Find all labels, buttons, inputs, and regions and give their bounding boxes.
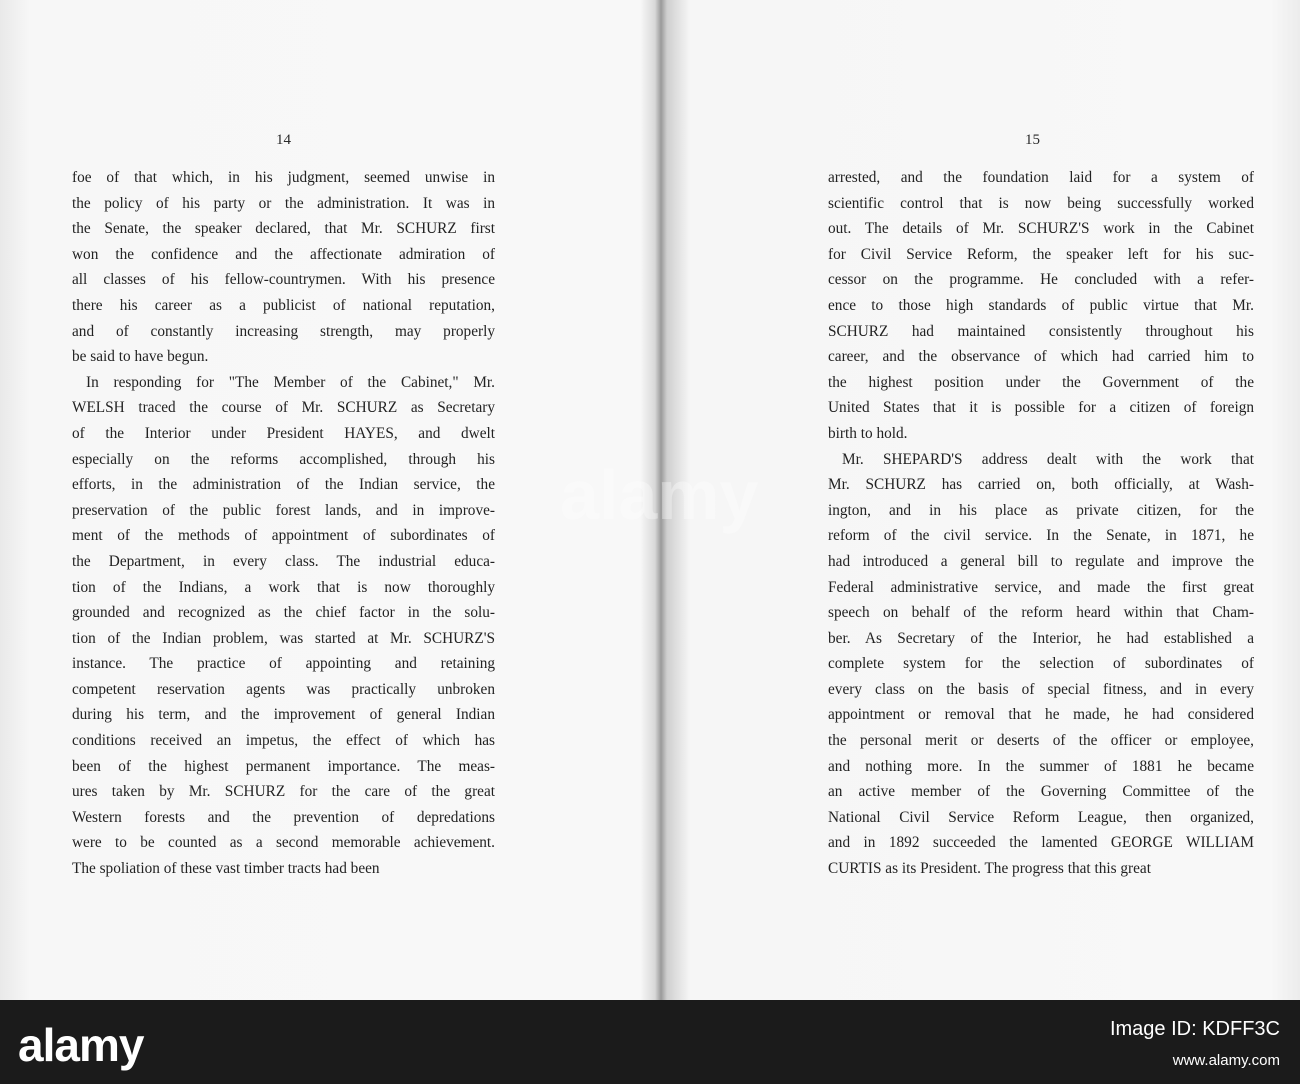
text-line: ence to those high standards of public virtue that Mr. xyxy=(828,296,1254,314)
text-line: birth to hold. xyxy=(828,424,908,442)
text-line: The spoliation of these vast timber tracts had been xyxy=(72,860,380,878)
text-line: had introduced a general bill to regulate and improve the xyxy=(828,552,1254,570)
text-line: efforts, in the administration of the Indian service, the xyxy=(72,476,495,494)
text-line: the Department, in every class. The industrial educa- xyxy=(72,552,495,570)
text-line: ment of the methods of appointment of subordinates of xyxy=(72,527,495,545)
text-line: during his term, and the improvement of general Indian xyxy=(72,706,495,724)
text-line: been of the highest permanent importance. The meas- xyxy=(72,757,495,775)
text-line: competent reservation agents was practically unbroken xyxy=(72,680,495,698)
alamy-logo xyxy=(18,1018,143,1072)
left-page-number: 14 xyxy=(276,132,291,148)
text-line: for Civil Service Reform, the speaker left for his suc- xyxy=(828,245,1254,263)
text-line: instance. The practice of appointing and retaining xyxy=(72,655,495,673)
text-line: tion of the Indians, a work that is now thoroughly xyxy=(72,578,495,596)
footer-bar xyxy=(0,1000,1300,1084)
text-line: WELSH traced the course of Mr. SCHURZ as Secretary xyxy=(72,399,495,417)
text-line: conditions received an impetus, the effect of which has xyxy=(72,732,495,750)
text-line: arrested, and the foundation laid for a system of xyxy=(828,169,1254,186)
text-line: Mr. SCHURZ has carried on, both officially, at Wash- xyxy=(828,476,1254,494)
text-line: out. The details of Mr. SCHURZ'S work in the Cabinet xyxy=(828,220,1254,238)
text-line: the personal merit or deserts of the officer or employee, xyxy=(828,732,1254,750)
text-line: ber. As Secretary of the Interior, he had established a xyxy=(828,629,1254,647)
text-line: ures taken by Mr. SCHURZ for the care of the great xyxy=(72,783,495,801)
text-line: the highest position under the Government of the xyxy=(828,373,1254,391)
text-line: United States that it is possible for a citizen of foreign xyxy=(828,399,1254,417)
text-line: foe of that which, in his judgment, seemed unwise in xyxy=(72,169,495,186)
text-line: and in 1892 succeeded the lamented GEORGE WILLIAM xyxy=(828,834,1254,852)
logo-text: alamy xyxy=(18,1019,144,1071)
text-line: of the Interior under President HAYES, and dwelt xyxy=(72,424,495,442)
text-line: an active member of the Governing Committee of the xyxy=(828,783,1254,801)
text-line: speech on behalf of the reform heard within that Cham- xyxy=(828,604,1254,622)
text-line: appointment or removal that he made, he had considered xyxy=(828,706,1254,724)
text-line: tion of the Indian problem, was started at Mr. SCHURZ'S xyxy=(72,629,495,647)
text-line: there his career as a publicist of national reputation, xyxy=(72,296,495,314)
text-line: complete system for the selection of subordinates of xyxy=(828,655,1254,673)
text-line: and nothing more. In the summer of 1881 he became xyxy=(828,757,1254,775)
text-line: preservation of the public forest lands, and in improve- xyxy=(72,501,495,519)
text-line: won the confidence and the affectionate admiration of xyxy=(72,245,495,263)
left-page-text xyxy=(72,165,495,882)
text-line: especially on the reforms accomplished, through his xyxy=(72,450,495,468)
text-line: CURTIS as its President. The progress that this great xyxy=(828,860,1151,878)
stock-image-id: Image ID: KDFF3C xyxy=(1109,1018,1280,1040)
text-line: Mr. SHEPARD'S address dealt with the work that xyxy=(842,450,1254,468)
stock-url: www.alamy.com xyxy=(1172,1052,1280,1069)
text-line: SCHURZ had maintained consistently throughout his xyxy=(828,322,1254,340)
text-line: Federal administrative service, and made the first great xyxy=(828,578,1254,596)
text-line: reform of the civil service. In the Senate, in 1871, he xyxy=(828,527,1254,545)
text-line: career, and the observance of which had carried him to xyxy=(828,348,1254,366)
text-line: scientific control that is now being successfully worked xyxy=(828,194,1254,212)
watermark: alamy xyxy=(560,456,759,534)
text-line: the Senate, the speaker declared, that Mr. SCHURZ first xyxy=(72,220,495,238)
text-line: the policy of his party or the administration. It was in xyxy=(72,194,495,212)
text-line: cessor on the programme. He concluded with a refer- xyxy=(828,271,1254,289)
text-line: grounded and recognized as the chief factor in the solu- xyxy=(72,604,495,622)
text-line: and of constantly increasing strength, may properly xyxy=(72,322,495,340)
right-page-number: 15 xyxy=(1025,132,1040,148)
text-line: National Civil Service Reform League, then organized, xyxy=(828,808,1254,826)
text-line: Western forests and the prevention of depredations xyxy=(72,808,495,826)
text-line: be said to have begun. xyxy=(72,348,209,366)
text-line: all classes of his fellow-countrymen. With his presence xyxy=(72,271,495,289)
text-line: ington, and in his place as private citizen, for the xyxy=(828,501,1254,519)
text-line: were to be counted as a second memorable achievement. xyxy=(72,834,495,852)
right-page-text xyxy=(828,165,1254,882)
text-line: every class on the basis of special fitness, and in every xyxy=(828,680,1254,698)
text-line: In responding for "The Member of the Cabinet," Mr. xyxy=(86,373,495,391)
